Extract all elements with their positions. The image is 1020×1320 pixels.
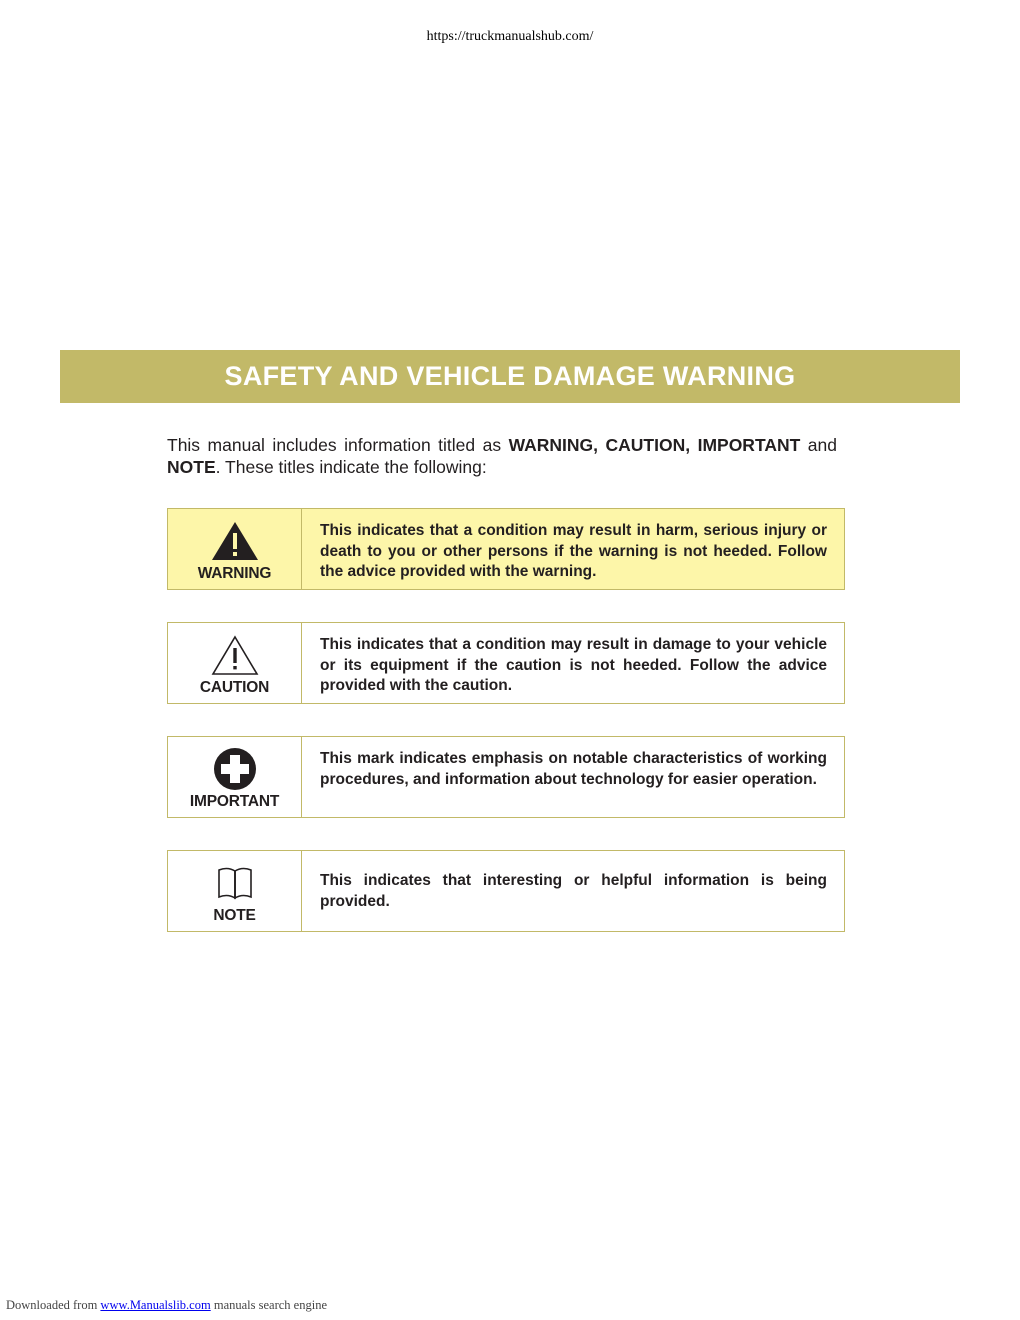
caution-notice bbox=[167, 622, 845, 704]
intro-bold-note: NOTE bbox=[167, 457, 216, 477]
note-notice bbox=[167, 850, 845, 932]
manualslib-link[interactable]: www.Manualslib.com bbox=[100, 1298, 211, 1312]
intro-paragraph bbox=[167, 434, 837, 478]
important-symbol-cell bbox=[168, 737, 302, 817]
section-banner bbox=[60, 350, 960, 403]
page-title: SAFETY AND VEHICLE DAMAGE WARNING bbox=[224, 361, 796, 391]
source-url: https://truckmanualshub.com/ bbox=[426, 29, 594, 44]
warning-text: This indicates that a condition may result in harm, serious injury or death to you or other persons if the warning is not heeded. Follow the advice provided with the warning. bbox=[320, 522, 827, 580]
plus-circle-icon bbox=[213, 747, 257, 791]
caution-text: This indicates that a condition may result in damage to your vehicle or its equipment if the caution is not heeded. Follow the advice provided with the caution. bbox=[320, 636, 827, 694]
warning-triangle-icon bbox=[210, 519, 260, 563]
note-symbol-cell bbox=[168, 851, 302, 931]
note-text: This indicates that interesting or helpful information is being provided. bbox=[320, 872, 827, 910]
open-book-icon bbox=[215, 861, 255, 905]
important-label: IMPORTANT bbox=[189, 793, 280, 810]
note-label: NOTE bbox=[213, 907, 256, 924]
intro-text-1: This manual includes information titled as bbox=[167, 435, 509, 455]
footer-prefix: Downloaded from bbox=[6, 1298, 101, 1312]
warning-symbol-cell bbox=[168, 509, 302, 589]
intro-bold-titles: WARNING, CAUTION, IMPORTANT bbox=[508, 435, 801, 455]
caution-triangle-icon bbox=[210, 633, 260, 677]
important-text: This mark indicates emphasis on notable characteristics of working procedures, and information about technology for easier operation. bbox=[320, 750, 827, 788]
warning-notice bbox=[167, 508, 845, 590]
warning-label: WARNING bbox=[197, 565, 272, 582]
caution-label: CAUTION bbox=[199, 679, 270, 696]
download-footer bbox=[6, 1298, 327, 1313]
intro-text-3: . These titles indicate the following: bbox=[215, 457, 487, 477]
caution-symbol-cell bbox=[168, 623, 302, 703]
intro-text-2: and bbox=[800, 435, 837, 455]
important-notice bbox=[167, 736, 845, 818]
footer-suffix: manuals search engine bbox=[210, 1298, 327, 1312]
